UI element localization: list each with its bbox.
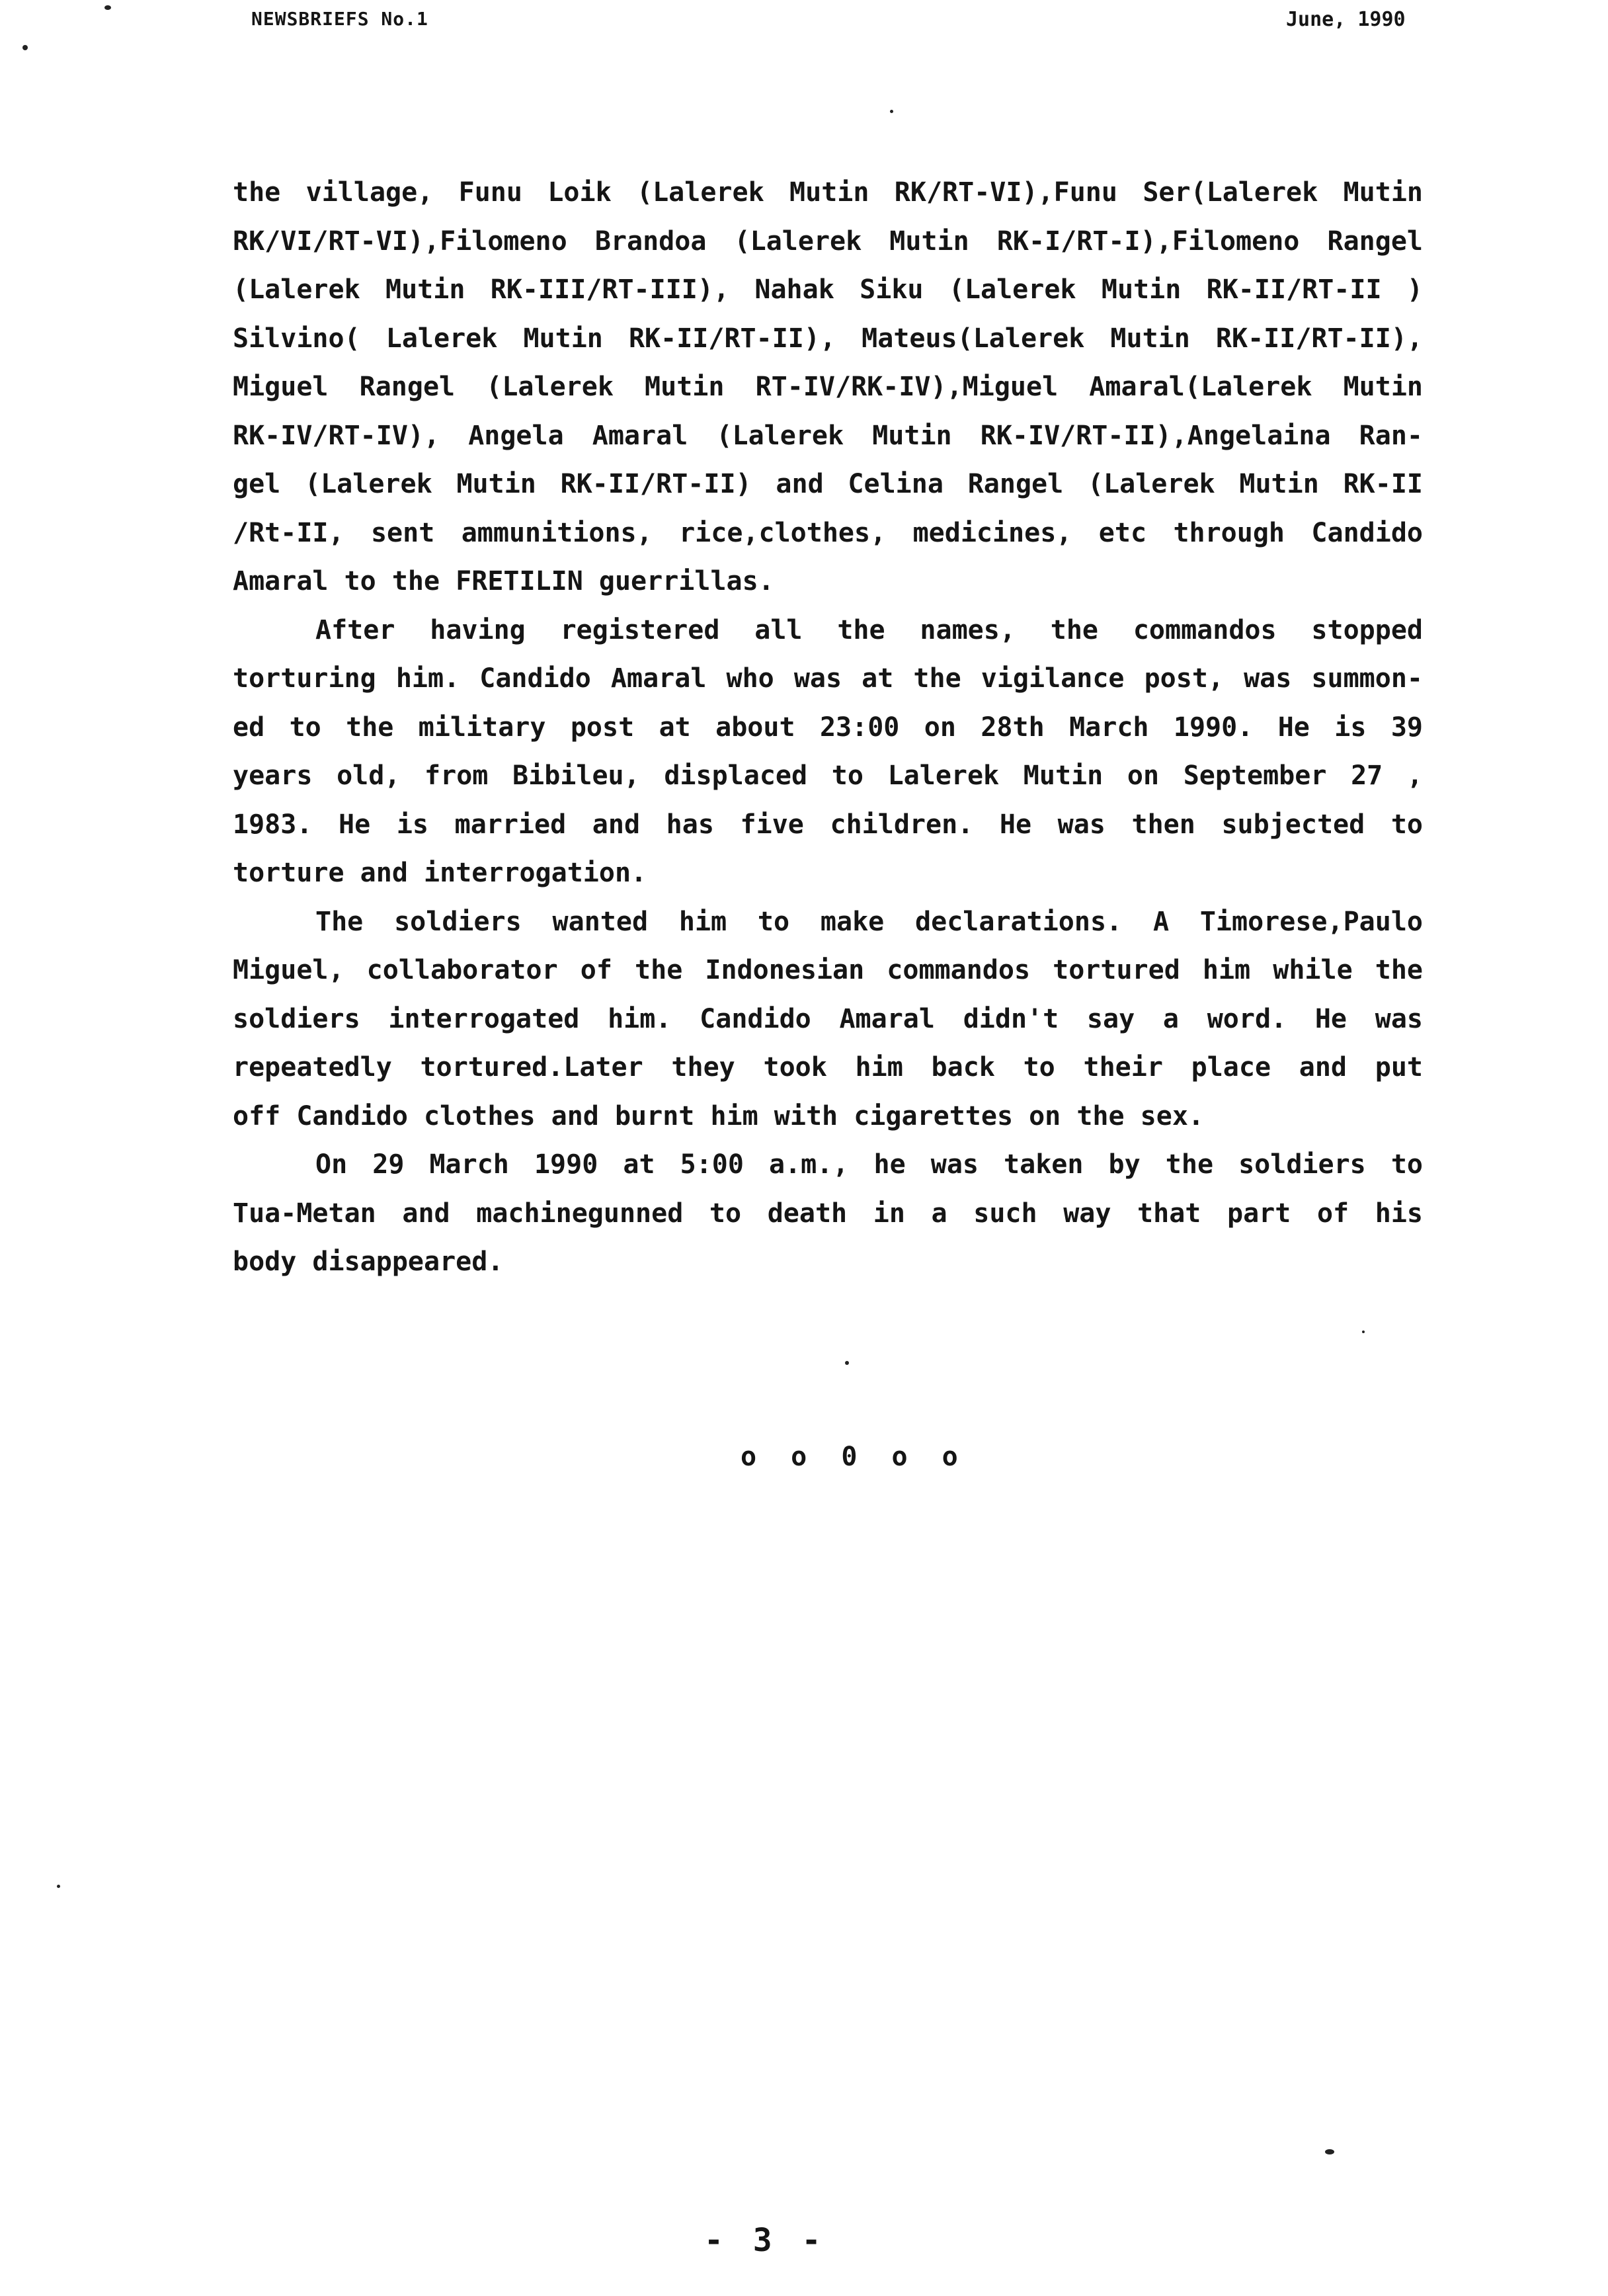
text-line: repeatedly tortured.Later they took him back to their place and put (233, 1052, 1423, 1083)
text-line: ed to the military post at about 23:00 on 28th March 1990. He is 39 (233, 712, 1423, 743)
text-line: Amaral to the FRETILIN guerrillas. (233, 566, 774, 596)
paragraph-3 (233, 898, 1423, 1141)
paragraph-2 (233, 606, 1423, 898)
text-line: torturing him. Candido Amaral who was at the vigilance post, was summon- (233, 663, 1423, 694)
header-publication: NEWSBRIEFS No.1 (251, 8, 428, 30)
section-separator: o o 0 o o (741, 1442, 967, 1472)
text-line: the village, Funu Loik (Lalerek Mutin RK/RT-VI),Funu Ser(Lalerek Mutin (233, 177, 1423, 208)
text-line: (Lalerek Mutin RK-III/RT-III), Nahak Siku (Lalerek Mutin RK-II/RT-II ) (233, 274, 1423, 305)
page-number: - 3 - (704, 2222, 826, 2259)
scan-speck (57, 1885, 60, 1888)
text-line: soldiers interrogated him. Candido Amaral didn't say a word. He was (233, 1003, 1423, 1034)
paragraph-1 (233, 169, 1423, 606)
scan-speck (104, 5, 111, 10)
scan-speck (1325, 2149, 1334, 2154)
text-line: The soldiers wanted him to make declarations. A Timorese,Paulo (315, 906, 1423, 937)
text-line: 1983. He is married and has five children. He was then subjected to (233, 809, 1423, 840)
text-line: On 29 March 1990 at 5:00 a.m., he was taken by the soldiers to (315, 1149, 1423, 1180)
text-line: /Rt-II, sent ammunitions, rice,clothes, medicines, etc through Candido (233, 517, 1423, 548)
body-text (233, 169, 1423, 1287)
scan-speck (845, 1361, 849, 1365)
scan-speck (890, 110, 893, 113)
text-line: body disappeared. (233, 1247, 504, 1277)
text-line: torture and interrogation. (233, 858, 647, 888)
paragraph-4 (233, 1141, 1423, 1287)
text-line: RK-IV/RT-IV), Angela Amaral (Lalerek Mutin RK-IV/RT-II),Angelaina Ran- (233, 420, 1423, 451)
text-line: Miguel, collaborator of the Indonesian commandos tortured him while the (233, 955, 1423, 985)
text-line: Silvino( Lalerek Mutin RK-II/RT-II), Mateus(Lalerek Mutin RK-II/RT-II), (233, 323, 1423, 354)
text-line: gel (Lalerek Mutin RK-II/RT-II) and Celina Rangel (Lalerek Mutin RK-II (233, 469, 1423, 499)
scan-speck (1362, 1331, 1365, 1333)
text-line: After having registered all the names, the commandos stopped (315, 614, 1423, 645)
scan-speck (22, 45, 28, 50)
text-line: years old, from Bibileu, displaced to Lalerek Mutin on September 27 , (233, 760, 1423, 791)
text-line: Miguel Rangel (Lalerek Mutin RT-IV/RK-IV),Miguel Amaral(Lalerek Mutin (233, 372, 1423, 402)
text-line: off Candido clothes and burnt him with cigarettes on the sex. (233, 1100, 1205, 1131)
text-line: RK/VI/RT-VI),Filomeno Brandoa (Lalerek Mutin RK-I/RT-I),Filomeno Rangel (233, 226, 1423, 257)
header-date: June, 1990 (1286, 8, 1406, 31)
text-line: Tua-Metan and machinegunned to death in a such way that part of his (233, 1198, 1423, 1229)
